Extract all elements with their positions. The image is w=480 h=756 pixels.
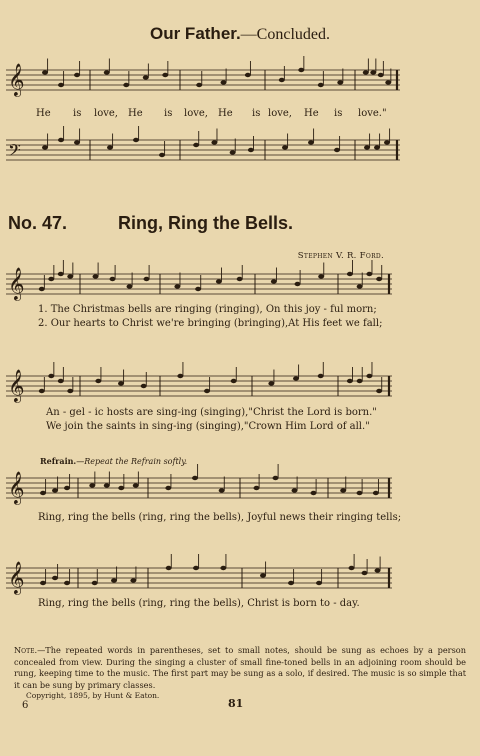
note-head [104, 483, 110, 487]
note-head [193, 566, 199, 570]
staff-bass-top [0, 132, 480, 172]
note-head [220, 566, 226, 570]
note-head [166, 566, 172, 570]
note-head [39, 389, 45, 393]
note-head [357, 379, 363, 383]
title-suffix: —Concluded. [240, 26, 330, 43]
note-head [42, 145, 48, 149]
note-head [347, 379, 353, 383]
note-head [52, 576, 58, 580]
note-head [67, 389, 73, 393]
note-head [340, 488, 346, 492]
footnote-label: Note. [14, 645, 38, 655]
note-head [311, 491, 317, 495]
note-head [177, 374, 183, 378]
note-head [174, 284, 180, 288]
note-head [193, 143, 199, 147]
staff-treble-top [0, 62, 480, 102]
note-head [292, 488, 298, 492]
refrain-line-2: Ring, ring the bells (ring, ring the bells), Christ is born to - day. [38, 598, 360, 609]
note-head [118, 486, 124, 490]
note-head [67, 274, 73, 278]
note-head [318, 374, 324, 378]
note-head [378, 73, 384, 77]
staff-verse-2 [0, 368, 480, 404]
continued-hymn-title [0, 24, 480, 44]
note-head [347, 272, 353, 276]
note-head [58, 83, 64, 87]
note-head [74, 140, 80, 144]
lyric-word: is [252, 108, 261, 119]
staff-refrain-2 [0, 560, 480, 596]
note-head [376, 389, 382, 393]
note-head [141, 384, 147, 388]
note-head [133, 138, 139, 142]
note-head [42, 70, 48, 74]
note-head [40, 581, 46, 585]
note-head [334, 148, 340, 152]
note-head [375, 568, 381, 572]
note-head [282, 145, 288, 149]
note-head [95, 379, 101, 383]
note-head [376, 277, 382, 281]
note-head [237, 277, 243, 281]
lyric-word: love." [358, 108, 387, 119]
treble-clef-icon: 𝄞 [8, 561, 25, 594]
note-head [162, 73, 168, 77]
note-head [159, 153, 165, 157]
refrain-heading [40, 456, 187, 466]
note-head [110, 277, 116, 281]
note-head [362, 571, 368, 575]
note-head [104, 70, 110, 74]
note-head [92, 581, 98, 585]
lyric-word: love, [184, 108, 208, 119]
staff-refrain-1 [0, 470, 480, 506]
note-head [165, 486, 171, 490]
verse-1-line-2: An - gel - ic hosts are sing-ing (singing),"Christ the Lord is born." [46, 407, 377, 418]
bass-clef-icon: 𝄢 [8, 140, 21, 164]
note-head [230, 150, 236, 154]
note-head [271, 279, 277, 283]
note-head [64, 486, 70, 490]
refrain-label: Refrain. [40, 456, 77, 466]
treble-clef-icon: 𝄞 [8, 369, 25, 402]
note-head [130, 578, 136, 582]
note-head [93, 274, 99, 278]
note-head [373, 491, 379, 495]
note-head [363, 70, 369, 74]
treble-clef-icon: 𝄞 [8, 63, 25, 96]
refrain-line-1: Ring, ring the bells (ring, ring the bells), Joyful news their ringing tells; [38, 512, 402, 523]
note-head [295, 282, 301, 286]
note-head [364, 145, 370, 149]
hymn-number: No. 47. [8, 213, 68, 233]
note-head [245, 73, 251, 77]
lyric-word: He [36, 108, 51, 119]
note-head [254, 486, 260, 490]
note-head [298, 68, 304, 72]
note-head [123, 83, 129, 87]
lyric-word: is [164, 108, 173, 119]
note-head [133, 483, 139, 487]
note-head [118, 381, 124, 385]
note-head [349, 566, 355, 570]
copyright-notice: Copyright, 1895, by Hunt & Eaton. [26, 691, 160, 700]
note-head [248, 148, 254, 152]
note-head [366, 374, 372, 378]
title-text: Our Father. [149, 24, 241, 43]
verse-1-line-1: 1. The Christmas bells are ringing (ringing), On this joy - ful morn; [38, 304, 377, 315]
lyric-word: He [218, 108, 233, 119]
note-head [89, 483, 95, 487]
treble-clef-icon: 𝄞 [8, 471, 25, 504]
footnote-text: —The repeated words in parentheses, set to small notes, should be sung as echoes by a person concealed from view. During the singing a cluster of small fine-toned bells in an adjoining room should be rung, keeping time to the music. The first part may be sung as a solo, if desired. The music is so simple that it can be sung by primary classes. [14, 645, 466, 690]
note-head [374, 145, 380, 149]
refrain-instruction: —Repeat the Refrain softly. [76, 457, 188, 466]
note-head [221, 80, 227, 84]
note-head [273, 476, 279, 480]
note-head [316, 581, 322, 585]
note-head [279, 78, 285, 82]
footnote [14, 645, 466, 691]
staff-verse-1 [0, 266, 480, 302]
note-head [52, 488, 58, 492]
note-head [318, 274, 324, 278]
hymn-title: Ring, Ring the Bells. [118, 213, 294, 233]
note-head [195, 287, 201, 291]
note-head [58, 379, 64, 383]
verse-2-line-2: We join the saints in sing-ing (singing),"Crown Him Lord of all." [46, 421, 370, 432]
note-head [196, 83, 202, 87]
note-head [219, 488, 225, 492]
note-head [385, 80, 391, 84]
composer-credit: Stephen V. R. Ford. [297, 251, 384, 261]
page-number: 81 [228, 697, 244, 710]
treble-clef-icon: 𝄞 [8, 267, 25, 300]
note-head [39, 287, 45, 291]
note-head [318, 83, 324, 87]
note-head [357, 491, 363, 495]
note-head [308, 140, 314, 144]
note-head [288, 581, 294, 585]
note-head [211, 140, 217, 144]
note-head [268, 381, 274, 385]
note-head [384, 140, 390, 144]
note-head [48, 277, 54, 281]
lyric-word: love, [268, 108, 292, 119]
note-head [74, 73, 80, 77]
note-head [357, 284, 363, 288]
note-head [40, 491, 46, 495]
note-head [64, 581, 70, 585]
note-head [58, 272, 64, 276]
lyric-word: love, [94, 108, 118, 119]
note-head [216, 279, 222, 283]
note-head [366, 272, 372, 276]
note-head [192, 476, 198, 480]
lyric-word: He [128, 108, 143, 119]
note-head [231, 379, 237, 383]
note-head [370, 70, 376, 74]
lyric-word: is [73, 108, 82, 119]
note-head [58, 138, 64, 142]
note-head [107, 145, 113, 149]
lyric-word: is [334, 108, 343, 119]
note-head [127, 284, 133, 288]
note-head [260, 573, 266, 577]
verse-2-line-1: 2. Our hearts to Christ we're bringing (bringing),At His feet we fall; [38, 318, 383, 329]
note-head [293, 376, 299, 380]
signature-mark: 6 [22, 700, 29, 711]
note-head [111, 578, 117, 582]
note-head [144, 277, 150, 281]
note-head [48, 374, 54, 378]
note-head [204, 389, 210, 393]
note-head [143, 75, 149, 79]
note-head [337, 80, 343, 84]
top-lyrics [0, 108, 480, 122]
lyric-word: He [304, 108, 319, 119]
